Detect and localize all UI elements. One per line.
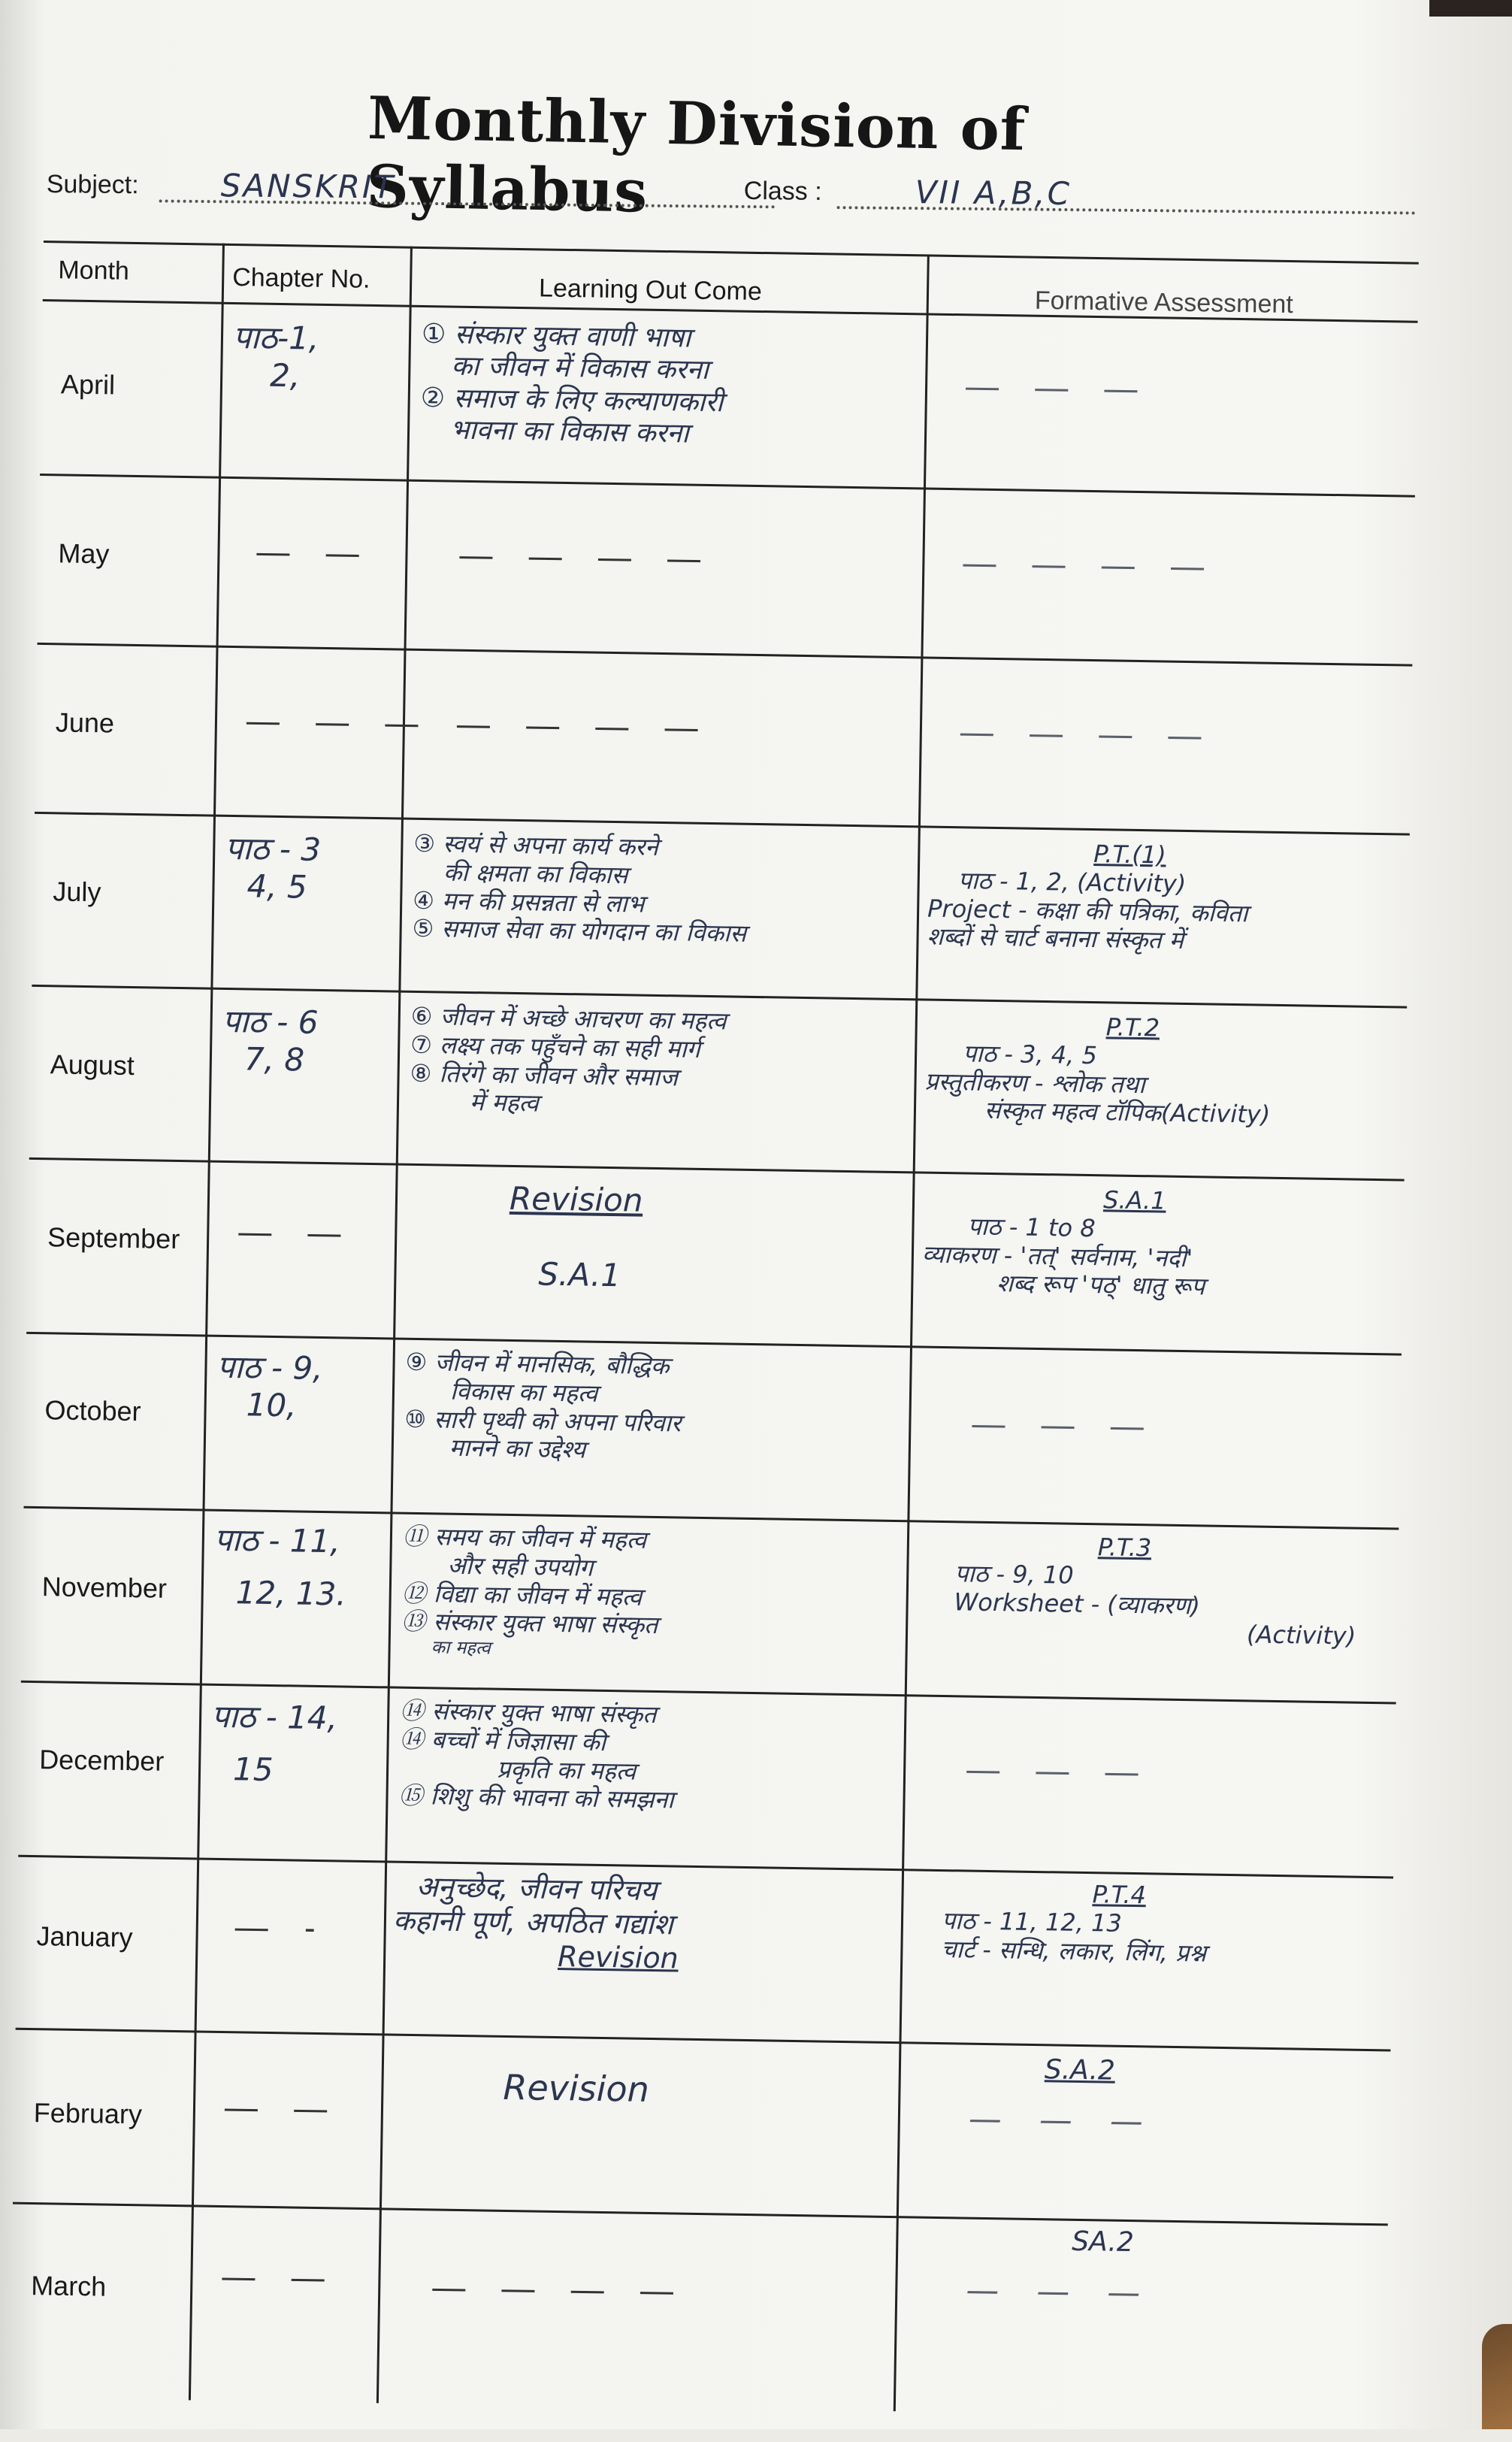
outcome-may: — — — —	[459, 536, 715, 578]
month-september: September	[47, 1221, 180, 1255]
chapter-december: पाठ - 14, 15	[210, 1697, 338, 1788]
month-january: January	[36, 1920, 133, 1953]
outcome-march: — — — —	[431, 2268, 688, 2310]
month-march: March	[30, 2270, 107, 2302]
month-may: May	[58, 537, 110, 570]
month-october: October	[44, 1394, 141, 1427]
month-april: April	[60, 368, 116, 401]
outcome-june: — — — —	[456, 705, 712, 747]
assessment-january: P.T.4 पाठ - 11, 12, 13 चार्ट - सन्धि, लकार, लिंग, प्रश्न	[941, 1880, 1207, 1968]
subject-class-line	[46, 167, 1421, 228]
chapter-september: — —	[237, 1213, 355, 1252]
table-line	[40, 474, 1415, 498]
table-line	[13, 2202, 1388, 2226]
table-line	[16, 2028, 1391, 2052]
outcome-february: Revision	[503, 2066, 650, 2110]
month-december: December	[38, 1744, 165, 1777]
page-corner-edge	[1482, 2324, 1512, 2429]
chapter-march: — —	[222, 2258, 339, 2297]
chapter-may: — —	[256, 533, 373, 572]
month-june: June	[55, 707, 115, 739]
chapter-october: पाठ - 9, 10,	[216, 1348, 323, 1424]
table-line	[29, 1157, 1405, 1182]
header-outcome: Learning Out Come	[538, 274, 763, 307]
chapter-november: पाठ - 11, 12, 13.	[213, 1521, 347, 1613]
table-line	[376, 247, 413, 2404]
outcome-september: Revision S.A.1	[509, 1179, 643, 1294]
chapter-january: — -	[234, 1908, 330, 1947]
outcome-august: ⑥ जीवन में अच्छे आचरण का महत्व ⑦ लक्ष्य तक पहुँचने का सही मार्ग ⑧ तिरंगे का जीवन और समाज में महत्व	[410, 1001, 727, 1118]
subject-label: Subject:	[46, 170, 139, 200]
outcome-november: ⑪ समय का जीवन में महत्व और सही उपयोग ⑫ विद्या का जीवन में महत्व ⑬ संस्कार युक्त भाषा संस्कृत का महत्व	[401, 1521, 658, 1659]
chapter-july: पाठ - 3 4, 5	[224, 829, 322, 906]
table-line	[18, 1855, 1393, 1879]
month-november: November	[41, 1571, 168, 1604]
outcome-april: ① संस्कार युक्त वाणी भाषा का जीवन में विकास करना ② समाज के लिए कल्याणकारी भावना का विकास करना	[420, 318, 724, 449]
assessment-september: S.A.1 पाठ - 1 to 8 व्याकरण - 'तत्' सर्वनाम, 'नदी' शब्द रूप 'पठ्' धातु रूप	[921, 1185, 1205, 1301]
assessment-february: S.A.2 — — —	[968, 2054, 1157, 2142]
month-february: February	[33, 2097, 143, 2130]
chapter-june: — — —	[246, 702, 432, 743]
header-chapter: Chapter No.	[231, 262, 370, 294]
page-corner-shadow	[1429, 0, 1512, 17]
chapter-april: पाठ-1, 2,	[232, 318, 319, 394]
assessment-april: — — —	[965, 368, 1151, 408]
outcome-january: अनुच्छेद, जीवन परिचय कहानी पूर्ण, अपठित गद्यांश Revision	[392, 1870, 679, 1975]
outcome-december: ⑭ संस्कार युक्त भाषा संस्कृत ⑭ बच्चों में जिज्ञासा की प्रकृति का महत्व ⑮ शिशु की भावना को समझना	[398, 1696, 674, 1814]
header-month: Month	[58, 256, 130, 286]
subject-value: SANSKRIT	[220, 167, 396, 206]
outcome-july: ③ स्वयं से अपना कार्य करने की क्षमता का विकास ④ मन की प्रसन्नता से लाभ ⑤ समाज सेवा का योगदान का विकास	[412, 828, 747, 949]
assessment-march: SA.2 — — —	[965, 2226, 1154, 2313]
header-assessment: Formative Assessment	[1034, 286, 1294, 319]
page-title: Monthly Division of Syllabus	[365, 84, 1027, 226]
assessment-august: P.T.2 पाठ - 3, 4, 5 प्रस्तुतीकरण - श्लोक तथा संस्कृत महत्व टॉपिक(Activity)	[924, 1012, 1271, 1130]
assessment-june: — — — —	[960, 713, 1215, 755]
table-line	[44, 241, 1419, 265]
assessment-october: — — —	[972, 1405, 1158, 1445]
class-label: Class :	[743, 176, 822, 206]
assessment-november: P.T.3 पाठ - 9, 10 Worksheet - (व्याकरण) (Activity)	[954, 1533, 1356, 1651]
outcome-october: ⑨ जीवन में मानसिक, बौद्धिक विकास का महत्व ⑩ सारी पृथ्वी को अपना परिवार मानने का उद्देश्य	[404, 1347, 682, 1464]
syllabus-table	[9, 241, 1448, 2442]
class-value: VII A,B,C	[915, 174, 1072, 213]
assessment-july: P.T.(1) पाठ - 1, 2, (Activity) Project - कक्षा की पत्रिका, कविता शब्दों से चार्ट बनाना संस्कृत में	[927, 840, 1248, 955]
chapter-february: — —	[224, 2089, 341, 2128]
month-august: August	[50, 1049, 135, 1082]
month-july: July	[53, 876, 101, 908]
assessment-december: — — —	[966, 1751, 1153, 1791]
assessment-may: — — — —	[963, 544, 1218, 586]
chapter-august: पाठ - 6 7, 8	[222, 1002, 319, 1079]
table-line	[38, 643, 1413, 667]
table-line	[189, 244, 225, 2401]
